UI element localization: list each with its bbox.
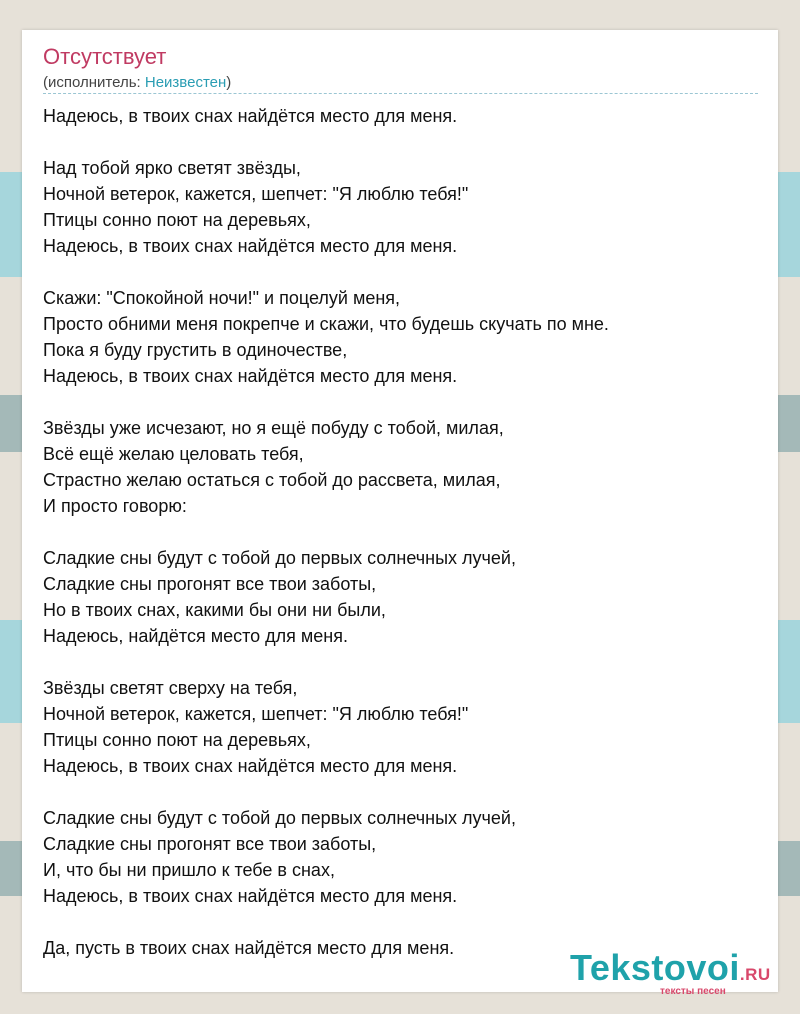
lyrics-line: Да, пусть в твоих снах найдётся место для меня.: [43, 938, 455, 958]
lyrics-line: Надеюсь, в твоих снах найдётся место для меня.: [43, 106, 458, 126]
artist-prefix: (исполнитель:: [43, 74, 145, 91]
lyrics-line: Сладкие сны будут с тобой до первых солнечных лучей,: [43, 548, 516, 568]
lyrics-line: Ночной ветерок, кажется, шепчет: "Я люблю тебя!": [43, 184, 469, 204]
logo-main-text: Tekstovoi: [570, 947, 740, 988]
lyrics-stanza: [43, 415, 758, 519]
lyrics-line: Птицы сонно поют на деревьях,: [43, 730, 311, 750]
lyrics-card: [22, 30, 778, 997]
lyrics-line: Всё ещё желаю целовать тебя,: [43, 444, 304, 464]
lyrics-line: И просто говорю:: [43, 496, 187, 516]
logo-subtitle: тексты песен: [660, 986, 726, 997]
lyrics-line: И, что бы ни пришло к тебе в снах,: [43, 860, 335, 880]
lyrics-stanza: [43, 675, 758, 779]
lyrics-line: Птицы сонно поют на деревьях,: [43, 210, 311, 230]
lyrics-line: Скажи: "Спокойной ночи!" и поцелуй меня,: [43, 288, 401, 308]
lyrics-stanza: [43, 285, 758, 389]
lyrics-line: Ночной ветерок, кажется, шепчет: "Я люблю тебя!": [43, 704, 469, 724]
lyrics-line: Звёзды уже исчезают, но я ещё побуду с тобой, милая,: [43, 418, 504, 438]
lyrics-line: Надеюсь, в твоих снах найдётся место для меня.: [43, 756, 458, 776]
logo-tld: .RU: [739, 965, 771, 984]
lyrics-stanza: [43, 805, 758, 909]
lyrics-line: Страстно желаю остаться с тобой до рассвета, милая,: [43, 470, 501, 490]
lyrics-body: [43, 103, 758, 987]
lyrics-line: Над тобой ярко светят звёзды,: [43, 158, 301, 178]
song-title: Отсутствует: [43, 44, 167, 69]
lyrics-stanza: [43, 545, 758, 649]
lyrics-line: Просто обними меня покрепче и скажи, что будешь скучать по мне.: [43, 314, 609, 334]
lyrics-line: Звёзды светят сверху на тебя,: [43, 678, 298, 698]
song-meta: [43, 73, 231, 93]
site-logo[interactable]: [570, 947, 780, 997]
title-divider: [43, 93, 758, 94]
lyrics-line: Надеюсь, в твоих снах найдётся место для меня.: [43, 366, 458, 386]
artist-link[interactable]: Неизвестен: [144, 74, 227, 91]
lyrics-line: Но в твоих снах, какими бы они ни были,: [43, 600, 386, 620]
lyrics-line: Надеюсь, в твоих снах найдётся место для меня.: [43, 886, 458, 906]
lyrics-stanza: [43, 103, 758, 129]
lyrics-line: Надеюсь, найдётся место для меня.: [43, 626, 348, 646]
lyrics-line: Пока я буду грустить в одиночестве,: [43, 340, 348, 360]
lyrics-line: Надеюсь, в твоих снах найдётся место для меня.: [43, 236, 458, 256]
lyrics-line: Сладкие сны прогонят все твои заботы,: [43, 574, 377, 594]
lyrics-line: Сладкие сны прогонят все твои заботы,: [43, 834, 377, 854]
artist-suffix: ): [226, 74, 232, 91]
lyrics-stanza: [43, 155, 758, 259]
lyrics-line: Сладкие сны будут с тобой до первых солнечных лучей,: [43, 808, 516, 828]
